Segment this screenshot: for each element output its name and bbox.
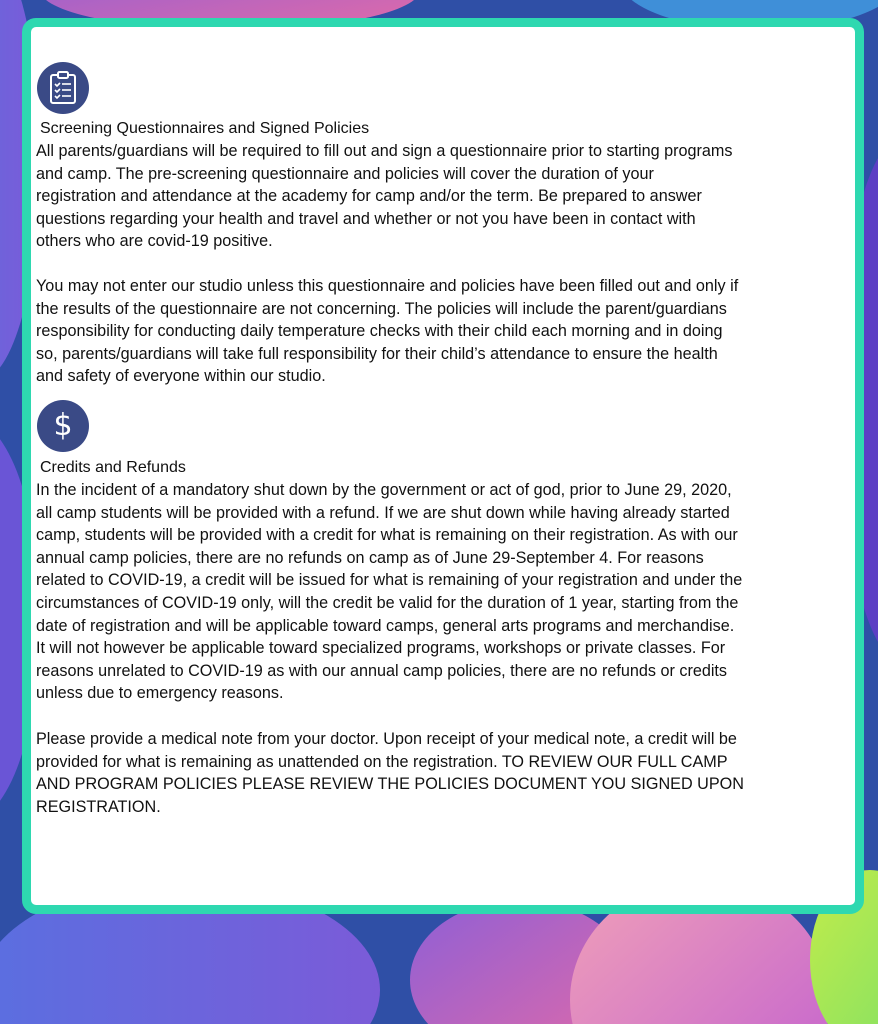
- dollar-sign-icon: $: [37, 400, 89, 452]
- policies-card: [22, 18, 864, 914]
- screening-paragraph-2: You may not enter our studio unless this questionnaire and policies have been filled out and only if the results of the questionnaire are not concerning. The policies will include the parent/guardians responsibility for conducting daily temperature checks with their child each morning and in doing so, parents/guardians will take full responsibility for their child’s attendance to ensure the health and safety of everyone within our studio.: [36, 277, 739, 386]
- credits-paragraph-1: In the incident of a mandatory shut down by the government or act of god, prior to June 29, 2020, all camp students will be provided with a refund. If we are shut down while having already started camp, students will be provided with a credit for what is remaining on their registration. As with our annual camp policies, there are no refunds on camp as of June 29-September 4. For reasons related to COVID-19, a credit will be issued for what is remaining of your registration and under the circumstances of COVID-19 only, will the credit be valid for the duration of 1 year, starting from the date of registration and will be applicable toward camps, general arts programs and merchandise. It will not however be applicable toward specialized programs, workshops or private classes. For reasons unrelated to COVID-19 as with our annual camp policies, there are no refunds or credits unless due to emergency reasons.: [36, 481, 743, 703]
- clipboard-checklist-icon: [37, 62, 89, 114]
- section-title-credits: Credits and Refunds: [40, 459, 186, 476]
- section-title-screening: Screening Questionnaires and Signed Policies: [40, 120, 370, 137]
- credits-paragraph-2: Please provide a medical note from your doctor. Upon receipt of your medical note, a credit will be provided for what is remaining as unattended on the registration. TO REVIEW OUR FULL CAMP AND PROGRAM POLICIES PLEASE REVIEW THE POLICIES DOCUMENT YOU SIGNED UPON REGISTRATION.: [36, 730, 744, 816]
- screening-paragraph-1: All parents/guardians will be required to fill out and sign a questionnaire prior to starting programs and camp. The pre-screening questionnaire and policies will cover the duration of your registration and attendance at the academy for camp and/or the term. Be prepared to answer questions regarding your health and travel and whether or not you have been in contact with others who are covid-19 positive.: [36, 142, 733, 251]
